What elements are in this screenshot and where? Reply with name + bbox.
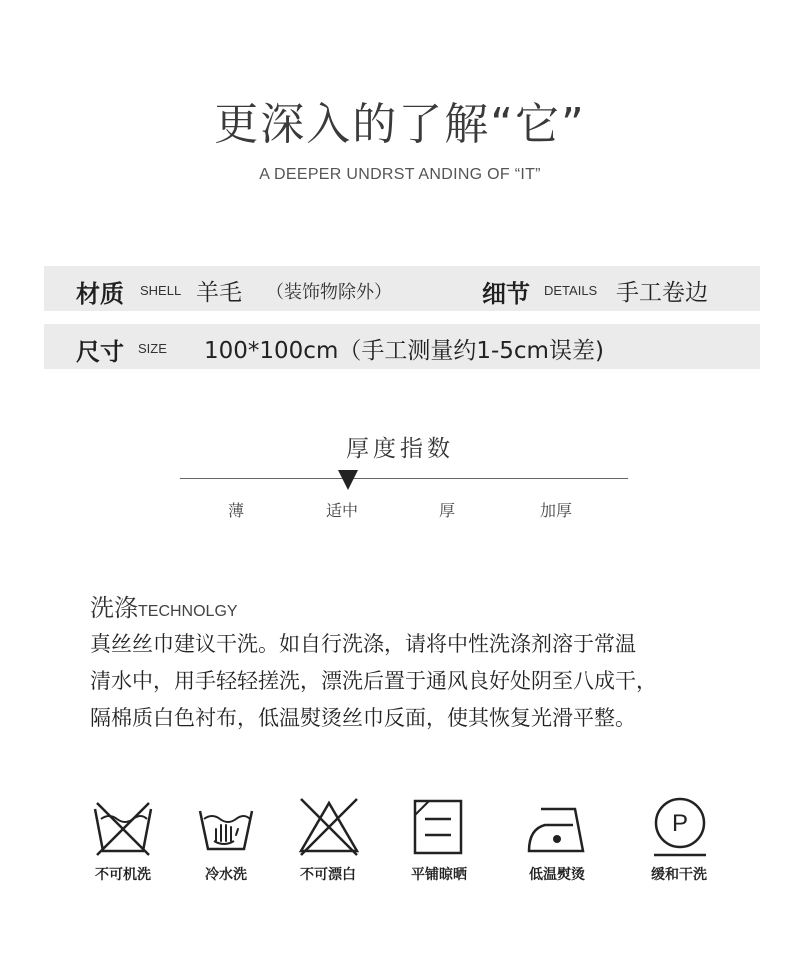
care-label-dry-flat: 平铺晾晒: [411, 867, 467, 883]
washing-title-cn: 洗涤: [90, 594, 138, 622]
thickness-title: 厚度指数: [346, 436, 454, 462]
washing-line: 真丝丝巾建议干洗。如自行洗涤，请将中性洗涤剂溶于常温: [90, 632, 636, 656]
washing-line: 隔棉质白色衬布，低温熨烫丝巾反面，使其恢复光滑平整。: [90, 706, 636, 730]
spec-bar-material-details: [44, 266, 760, 311]
care-label-low-iron: 低温熨烫: [529, 867, 585, 883]
washing-title: [90, 588, 238, 623]
low-iron-icon: [525, 795, 589, 859]
material-label: 材质: [76, 280, 124, 308]
page-title: 更深入的了解“它”: [214, 99, 586, 150]
care-label-gentle-dry-clean: 缓和干洗: [651, 867, 707, 883]
care-label-no-bleach: 不可漂白: [300, 867, 356, 883]
size-label: 尺寸: [76, 338, 124, 366]
page-subtitle: A DEEPER UNDRST ANDING OF “IT”: [259, 166, 541, 183]
care-label-hand-wash: 冷水洗: [205, 867, 247, 883]
no-machine-wash-icon: [91, 795, 155, 859]
gentle-dry-clean-icon: [648, 795, 712, 859]
size-sub-label: SIZE: [138, 341, 167, 356]
hand-wash-icon: [194, 795, 258, 859]
thickness-level-medium: 适中: [325, 501, 358, 520]
washing-line: 清水中，用手轻轻搓洗，漂洗后置于通风良好处阴至八成干，: [90, 669, 657, 693]
material-sub-label: SHELL: [140, 283, 182, 298]
size-value: 100*100cm（手工测量约1-5cm误差): [204, 338, 604, 364]
thickness-level-thin: 薄: [227, 501, 244, 520]
washing-instructions: [90, 626, 740, 737]
details-value: 手工卷边: [616, 280, 708, 306]
material-note: （装饰物除外）: [266, 282, 392, 303]
spec-bar-size: [44, 324, 760, 369]
dry-clean-glyph: P: [671, 810, 689, 837]
thickness-scale-line: [180, 478, 628, 479]
details-label: 细节: [482, 280, 530, 308]
thickness-level-extra-thick: 加厚: [539, 501, 572, 520]
thickness-marker-icon: [338, 470, 358, 490]
no-bleach-icon: [297, 795, 361, 859]
details-sub-label: DETAILS: [544, 283, 598, 298]
thickness-level-thick: 厚: [438, 501, 455, 520]
dry-flat-icon: [407, 795, 471, 859]
material-value: 羊毛: [196, 280, 242, 306]
washing-title-en: TECHNOLGY: [138, 603, 238, 620]
care-label-no-machine-wash: 不可机洗: [95, 867, 151, 883]
